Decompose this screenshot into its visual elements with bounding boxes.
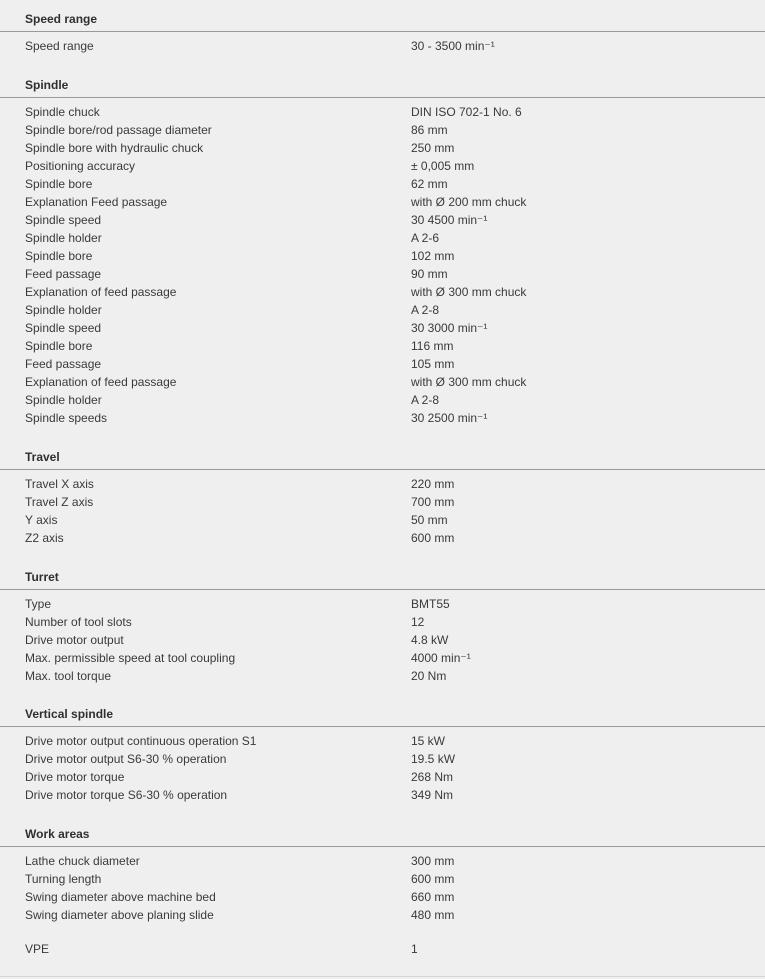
spec-label: Spindle chuck [25, 105, 100, 119]
spec-value: 480 mm [411, 908, 455, 922]
spec-label: Turning length [25, 872, 102, 886]
spec-value: 62 mm [411, 177, 448, 191]
section-divider [0, 97, 765, 98]
spec-label: Spindle bore [25, 177, 93, 191]
spec-value: 116 mm [411, 339, 454, 353]
spec-value: with Ø 300 mm chuck [411, 285, 527, 299]
spec-label: Spindle holder [25, 231, 102, 245]
spec-label: Speed range [25, 39, 94, 53]
spec-value: 4.8 kW [411, 633, 449, 647]
spec-value: 4000 min⁻¹ [411, 651, 471, 665]
vpe-label: VPE [25, 942, 50, 956]
spec-value: 30 2500 min⁻¹ [411, 411, 488, 425]
spec-label: Swing diameter above planing slide [25, 908, 214, 922]
spec-value: 660 mm [411, 890, 455, 904]
spec-value: 600 mm [411, 872, 455, 886]
spec-label: Drive motor output [25, 633, 124, 647]
spec-label: Spindle holder [25, 303, 102, 317]
spec-label: Spindle bore [25, 249, 93, 263]
section-title-turret: Turret [25, 570, 59, 584]
section-divider [0, 726, 765, 727]
spec-value: 19.5 kW [411, 752, 456, 766]
spec-label: Spindle holder [25, 393, 102, 407]
spec-label: Y axis [25, 513, 58, 527]
spec-value: 268 Nm [411, 770, 454, 784]
spec-label: Spindle speed [25, 213, 102, 227]
spec-value: with Ø 300 mm chuck [411, 375, 527, 389]
spec-label: Travel Z axis [25, 495, 94, 509]
spec-label: Drive motor output continuous operation S1 [25, 734, 257, 748]
spec-value: 349 Nm [411, 788, 454, 802]
spec-label: Type [25, 597, 52, 611]
spec-label: Spindle bore with hydraulic chuck [25, 141, 204, 155]
section-divider [0, 469, 765, 470]
spec-label: Spindle bore [25, 339, 93, 353]
spec-label: Drive motor torque S6-30 % operation [25, 788, 228, 802]
spec-label: Positioning accuracy [25, 159, 136, 173]
bottom-divider [0, 976, 765, 977]
spec-label: Spindle bore/rod passage diameter [25, 123, 212, 137]
spec-value: 220 mm [411, 477, 455, 491]
spec-value: 105 mm [411, 357, 455, 371]
spec-label: Z2 axis [25, 531, 64, 545]
spec-label: Travel X axis [25, 477, 94, 491]
section-divider [0, 589, 765, 590]
spec-value: A 2-6 [411, 231, 440, 245]
spec-label: Spindle speed [25, 321, 102, 335]
spec-value: 102 mm [411, 249, 455, 263]
spec-value: 30 4500 min⁻¹ [411, 213, 488, 227]
section-title-speed-range: Speed range [25, 12, 98, 26]
section-title-work-areas: Work areas [25, 827, 90, 841]
spec-value: 300 mm [411, 854, 455, 868]
spec-value: 86 mm [411, 123, 448, 137]
spec-value: DIN ISO 702-1 No. 6 [411, 105, 522, 119]
spec-label: Explanation of feed passage [25, 375, 177, 389]
spec-label: Swing diameter above machine bed [25, 890, 216, 904]
spec-label: Lathe chuck diameter [25, 854, 140, 868]
spec-value: 90 mm [411, 267, 448, 281]
spec-label: Number of tool slots [25, 615, 132, 629]
spec-value: 50 mm [411, 513, 448, 527]
spec-label: Explanation Feed passage [25, 195, 168, 209]
spec-value: 700 mm [411, 495, 455, 509]
spec-label: Max. permissible speed at tool coupling [25, 651, 236, 665]
spec-value: BMT55 [411, 597, 450, 611]
spec-label: Feed passage [25, 267, 102, 281]
spec-value: A 2-8 [411, 303, 440, 317]
section-divider [0, 846, 765, 847]
spec-label: Explanation of feed passage [25, 285, 177, 299]
vpe-value: 1 [411, 942, 418, 956]
spec-label: Feed passage [25, 357, 102, 371]
section-title-spindle: Spindle [25, 78, 69, 92]
spec-value: ± 0,005 mm [411, 159, 475, 173]
spec-label: Drive motor torque [25, 770, 125, 784]
spec-value: 20 Nm [411, 669, 447, 683]
spec-value: 600 mm [411, 531, 455, 545]
spec-value: 250 mm [411, 141, 455, 155]
spec-value: with Ø 200 mm chuck [411, 195, 527, 209]
spec-label: Max. tool torque [25, 669, 112, 683]
spec-label: Spindle speeds [25, 411, 108, 425]
spec-value: A 2-8 [411, 393, 440, 407]
section-divider [0, 31, 765, 32]
spec-value: 30 3000 min⁻¹ [411, 321, 488, 335]
spec-label: Drive motor output S6-30 % operation [25, 752, 227, 766]
section-title-travel: Travel [25, 450, 60, 464]
spec-value: 30 - 3500 min⁻¹ [411, 39, 495, 53]
spec-value: 12 [411, 615, 425, 629]
section-title-vertical-spindle: Vertical spindle [25, 707, 114, 721]
spec-value: 15 kW [411, 734, 446, 748]
